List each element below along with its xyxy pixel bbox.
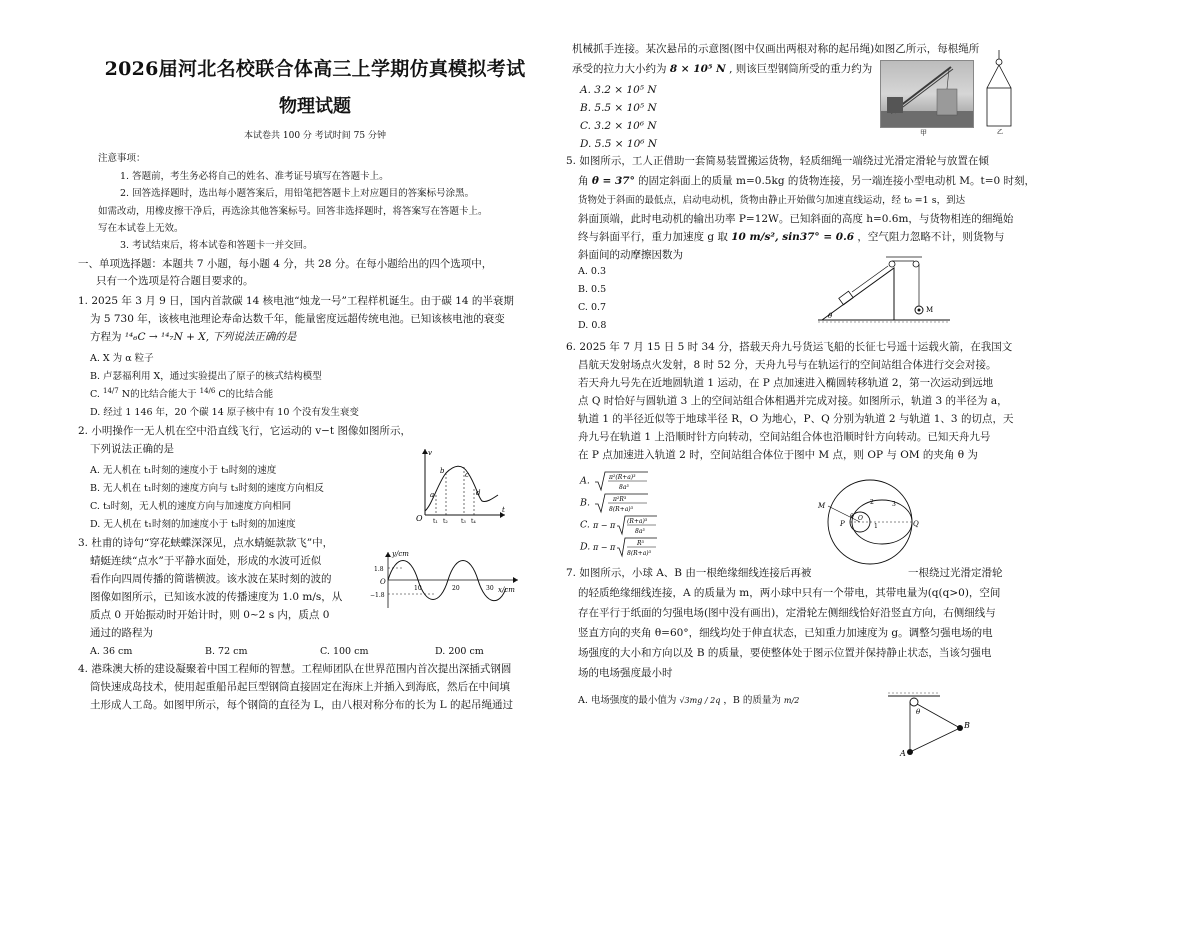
q2-option-c: C. t₃时刻，无人机的速度方向与加速度方向相同 [90, 501, 292, 512]
q5-angle-eq: θ = 37° [591, 175, 635, 187]
q6-option-d-formula [593, 536, 659, 558]
q1-option-c-text-2: C的比结合能 [218, 389, 274, 400]
q6-line-1: 6. 2025 年 7 月 15 日 5 时 34 分，搭载天舟九号货运飞船的长征七号遥十运载火箭，在我国文 [566, 341, 1013, 353]
q5-line-6: 斜面间的动摩擦因数为 [578, 249, 683, 261]
q3-line-2: 蜻蜓连续“点水”于平静水面处，形成的水波可近似 [90, 555, 322, 567]
q6-pt-P: P [840, 520, 845, 528]
q4-option-c: C. 3.2 × 10⁶ N [580, 120, 657, 132]
q7-pendulum-diagram [880, 690, 980, 760]
q6-orbit-1: 1 [874, 523, 878, 530]
q5-line-5-a: 终与斜面平行，重力加速度 g 取 [578, 231, 728, 243]
svg-text:R³: R³ [637, 540, 645, 547]
q6-line-5: 轨道 1 的半径近似等于地球半径 R，O 为地心，P、Q 分别为轨道 2 与轨道 1、3 的切点，天 [578, 413, 1014, 425]
q1-option-c-text: N的比结合能大于 [121, 389, 197, 400]
q6-option-b-formula [593, 492, 649, 514]
q4-right-line-2 [572, 62, 872, 76]
q4-option-a: A. 3.2 × 10⁵ N [580, 84, 657, 96]
svg-text:(R+a)³: (R+a)³ [626, 518, 648, 525]
note-2a: 2. 回答选择题时，选出每小题答案后，用铅笔把答题卡上对应题目的答案标号涂黑。 [120, 188, 475, 199]
svg-text:π²R³: π²R³ [613, 496, 627, 503]
subject-title: 物理试题 [279, 96, 351, 117]
q5-option-d: D. 0.8 [578, 320, 607, 331]
q7-line-4: 竖直方向的夹角 θ=60°，细线均处于伸直状态，已知重力加速度为 g。调整匀强电场的电 [578, 627, 993, 639]
q6-option-c-label: C. [580, 519, 590, 531]
q4-fig-label-yi: 乙 [997, 129, 1004, 136]
q5-line-1: 5. 如图所示，工人正借助一套简易装置搬运货物，轻质细绳一端绕过光滑定滑轮与放置在倾 [566, 155, 989, 167]
section-1-heading: 一、单项选择题：本题共 7 小题，每小题 4 分，共 28 分。在每小题给出的四个选项中， [78, 258, 493, 270]
q7-angle: θ [916, 708, 921, 716]
q4-option-d: D. 5.5 × 10⁶ N [580, 138, 657, 150]
q4-crane-silhouette [881, 61, 973, 127]
q3-line-1: 3. 杜甫的诗句“穿花蛱蝶深深见，点水蜻蜓款款飞”中， [78, 537, 334, 549]
q2-pt-b: b [440, 467, 445, 475]
q3-xtick-30: 30 [486, 585, 494, 592]
q6-option-a-formula [593, 470, 649, 492]
q2-pt-a: a [430, 491, 435, 499]
q4-force-value: 8 × 10⁵ N [669, 63, 726, 75]
q2-pt-c: c [465, 471, 469, 479]
q6-orbit-diagram [812, 476, 920, 568]
q3-line-3: 看作向四周传播的简谐横波。该水波在某时刻的波的 [90, 573, 332, 585]
q2-axis-t: t [502, 506, 505, 514]
q5-line-5 [578, 230, 1004, 244]
q3-option-c: C. 100 cm [320, 646, 369, 657]
section-1-heading-2: 只有一个选项是符合题目要求的。 [96, 275, 254, 287]
q7-option-a-fraction: √3mg / 2q [679, 696, 721, 705]
q5-motor-label: M [926, 306, 934, 314]
q6-angle: θ [850, 513, 854, 520]
note-2c: 写在本试卷上无效。 [98, 223, 184, 234]
q2-pt-d: d [476, 489, 481, 497]
q6-orbit-3: 3 [892, 501, 896, 508]
q2-vt-graph [410, 445, 510, 525]
q6-option-c [580, 514, 659, 536]
svg-text:π − π: π − π [593, 543, 616, 552]
q4-right-line-2-tail: , 则该巨型钢筒所受的重力约为 [729, 63, 873, 75]
q5-angle-label: θ [828, 312, 833, 320]
q5-g-eq: 10 m/s², sin37° = 0.6 [731, 231, 855, 243]
q1-option-c-label: C. [90, 389, 100, 400]
q6-option-a-label: A. [580, 475, 590, 487]
q1-option-d: D. 经过 1 146 年，20 个碳 14 原子核中有 10 个没有发生衰变 [90, 407, 359, 418]
q5-option-a: A. 0.3 [578, 266, 607, 277]
q6-pt-Q: Q [913, 520, 919, 528]
note-2b: 如需改动，用橡皮擦干净后，再选涂其他答案标号。回答非选择题时，将答案写在答题卡上。 [98, 206, 488, 217]
q7-option-a [578, 692, 799, 706]
svg-text:π − π: π − π [592, 521, 616, 530]
q5-line-3: 货物处于斜面的最低点，启动电动机，货物由静止开始做匀加速直线运动，经 t₀ =1 s，到达 [578, 195, 966, 206]
q7-line-6: 场的电场强度最小时 [578, 667, 673, 679]
q5-line-2-b: 的固定斜面上的质量 m=0.5kg 的货物连接，另一端连接小型电动机 M。t=0 时刻， [638, 175, 1036, 187]
q4-fig-label-jia: 甲 [920, 129, 927, 137]
q3-option-a: A. 36 cm [90, 646, 133, 657]
note-3: 3. 考试结束后，将本试卷和答题卡一并交回。 [120, 240, 313, 251]
q6-option-a [580, 470, 649, 492]
q3-line-5: 质点 0 开始振动时开始计时，则 0~2 s 内，质点 0 [90, 609, 330, 621]
q7-line-3: 存在平行于纸面的匀强电场(图中没有画出)，定滑轮左侧细线恰好沿竖直方向，右侧细线与 [578, 607, 996, 619]
q3-xtick-20: 20 [452, 585, 460, 592]
q6-orbit-2: 2 [870, 499, 874, 506]
q3-xlabel: x/cm [498, 586, 515, 594]
q1-option-b: B. 卢瑟福利用 X，通过实验提出了原子的核式结构模型 [90, 371, 322, 382]
q7-line-5: 场强度的大小和方向以及 B 的质量，要使整体处于图示位置并保持静止状态，当该匀强电 [578, 647, 992, 659]
q5-option-c: C. 0.7 [578, 302, 607, 313]
q4-option-b: B. 5.5 × 10⁵ N [580, 102, 657, 114]
q4-line-3: 土形成人工岛。如图甲所示，每个钢筒的直径为 L，由八根对称分布的长为 L 的起吊绳通过 [90, 699, 513, 711]
q6-line-6: 舟九号在轨道 1 上沿顺时针方向转动，空间站组合体也沿顺时针方向转动。已知天舟九号 [578, 431, 991, 443]
q5-incline-diagram [810, 254, 960, 328]
exam-meta: 本试卷共 100 分 考试时间 75 分钟 [244, 131, 386, 141]
q5-line-2 [578, 174, 1035, 188]
q7-option-a-rest: ，B 的质量为 [723, 695, 781, 706]
q7-option-a-mass: m/2 [783, 696, 800, 705]
q5-line-4: 斜面顶端，此时电动机的输出功率 P=12W。已知斜面的高度 h=0.6m，与货物相连的细绳始 [578, 213, 1014, 225]
q1-option-c-nuclide: 14/7 [102, 386, 119, 395]
svg-text:8(R+a)³: 8(R+a)³ [609, 506, 634, 513]
q2-axis-v: v [428, 449, 432, 457]
q7-line-1a: 7. 如图所示，小球 A、B 由一根绝缘细线连接后再被 [566, 567, 812, 579]
q3-wave-graph [368, 548, 528, 614]
q6-line-3: 若天舟九号先在近地圆轨道 1 运动，在 P 点加速进入椭圆转移轨道 2，第一次运动到远地 [578, 377, 994, 389]
q2-tick-3: t₃ [461, 518, 466, 525]
exam-title: 2026届河北名校联合体高三上学期仿真模拟考试 [104, 58, 526, 80]
q4-line-2: 筒快速成岛技术，使用起重船吊起巨型钢筒直接固定在海床上并插入到海底，然后在中间填 [90, 681, 510, 693]
svg-text:8a³: 8a³ [618, 484, 629, 491]
q2-origin: O [416, 514, 423, 523]
q3-option-b: B. 72 cm [205, 646, 248, 657]
q6-pt-M: M [818, 502, 826, 510]
q3-line-4: 图像如图所示，已知该水波的传播速度为 1.0 m/s，从 [90, 591, 343, 603]
q6-option-b-label: B. [580, 497, 591, 509]
q2-line-1: 2. 小明操作一无人机在空中沿直线飞行，它运动的 v−t 图像如图所示， [78, 425, 411, 437]
q6-line-4: 点 Q 时恰好与圆轨道 3 上的空间站组合体相遇并完成对接。如图所示，轨道 3 的半径为 a， [578, 395, 1008, 407]
q6-option-b [580, 492, 649, 514]
q1-option-c [90, 386, 273, 400]
q3-ylabel: y/cm [392, 550, 409, 558]
q5-line-5-b: ，空气阻力忽略不计，则货物与 [857, 231, 1005, 243]
notes-heading: 注意事项： [98, 153, 146, 164]
svg-text:8a³: 8a³ [634, 528, 645, 535]
q1-line-1: 1. 2025 年 3 月 9 日，国内首款碳 14 核电池“烛龙一号”工程样机诞生。由于碳 14 的半衰期 [78, 295, 514, 307]
q1-line-2: 为 5 730 年，该核电池理论寿命达数千年，能量密度远超传统电池。已知该核电池的衰变 [90, 313, 505, 325]
q3-xtick-10: 10 [414, 585, 422, 592]
q3-ymin: −1.8 [370, 592, 385, 599]
q7-option-a-text: A. 电场强度的最小值为 [578, 695, 677, 706]
q4-right-line-1: 机械抓手连接。某次悬吊的示意图(图中仅画出两根对称的起吊绳)如图乙所示，每根绳所 [572, 43, 980, 55]
q1-option-c-nuclide-2: 14/6 [199, 386, 216, 395]
q6-option-d-label: D. [580, 541, 591, 553]
q6-option-c-formula [593, 514, 659, 536]
svg-text:π²(R+a)³: π²(R+a)³ [608, 474, 636, 481]
q2-option-a: A. 无人机在 t₁时刻的速度小于 t₃时刻的速度 [90, 465, 277, 476]
q4-cylinder-diagram [982, 48, 1016, 136]
note-1: 1. 答题前，考生务必将自己的姓名、准考证号填写在答题卡上。 [120, 171, 389, 182]
q6-pt-O: O [858, 515, 863, 522]
q7-line-1b: 一根绕过光滑定滑轮 [908, 567, 1003, 579]
q6-option-d [580, 536, 659, 558]
q2-tick-2: t₂ [443, 518, 448, 525]
q2-tick-4: t₄ [471, 518, 476, 525]
q4-line-1: 4. 港珠澳大桥的建设凝聚着中国工程师的智慧。工程师团队在世界范围内首次提出深插式钢圆 [78, 663, 512, 675]
q2-option-d: D. 无人机在 t₁时刻的加速度小于 t₃时刻的加速度 [90, 519, 296, 530]
svg-text:8(R+a)³: 8(R+a)³ [627, 550, 652, 557]
q4-right-line-2-text: 承受的拉力大小约为 [572, 63, 667, 75]
q2-tick-1: t₁ [433, 518, 438, 525]
q3-line-6: 通过的路程为 [90, 627, 153, 639]
q1-line-3 [90, 330, 296, 344]
q2-option-b: B. 无人机在 t₁时刻的速度方向与 t₃时刻的速度方向相反 [90, 483, 324, 494]
q7-line-2: 的轻质绝缘细线连接，A 的质量为 m，两小球中只有一个带电，其带电量为(q(q>0)，空间 [578, 587, 1001, 599]
q7-pt-B: B [964, 721, 970, 730]
q3-ymax: 1.8 [374, 566, 384, 573]
q4-crane-photo [880, 60, 974, 128]
q3-origin: O [380, 578, 386, 586]
q2-line-2: 下列说法正确的是 [90, 443, 174, 455]
q6-line-2: 昌航天发射场点火发射，8 时 52 分，天舟九号与在轨运行的空间站组合体进行交会对接。 [578, 359, 997, 371]
q1-line-3-text: 方程为 [90, 331, 122, 343]
q7-pt-A: A [900, 749, 906, 758]
q3-option-d: D. 200 cm [435, 646, 484, 657]
q5-option-b: B. 0.5 [578, 284, 607, 295]
q5-line-2-a: 角 [578, 175, 589, 187]
q1-equation: ¹⁴₆C → ¹⁴₇N + X, 下列说法正确的是 [124, 331, 297, 343]
q6-line-7: 在 P 点加速进入轨道 2 时，空间站组合体位于图中 M 点，则 OP 与 OM 的夹角 θ 为 [578, 449, 978, 461]
q1-option-a: A. X 为 α 粒子 [90, 353, 154, 364]
